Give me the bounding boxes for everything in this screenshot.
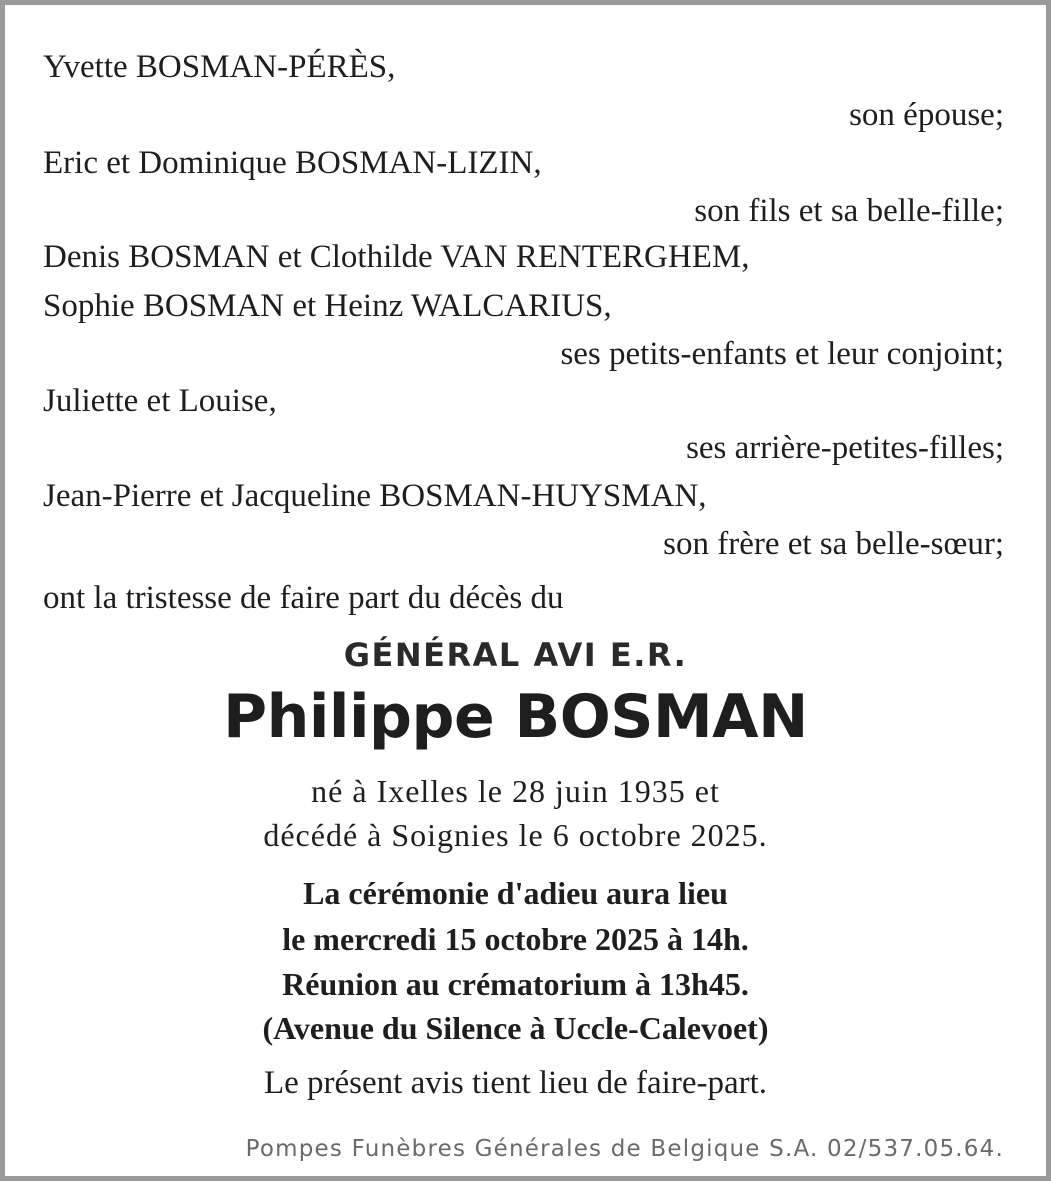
deceased-rank: GÉNÉRAL AVI E.R. xyxy=(343,636,688,674)
family-line-spouse-relation: son épouse; xyxy=(849,97,1004,133)
ceremony-line-4: (Avenue du Silence à Uccle-Calevoet) xyxy=(262,1010,769,1046)
family-line-grandchild-2: Sophie BOSMAN et Heinz WALCARIUS, xyxy=(43,288,612,324)
family-line-great-grandchildren-relation: ses arrière-petites-filles; xyxy=(686,430,1004,466)
ceremony-line-3: Réunion au crématorium à 13h45. xyxy=(282,966,749,1002)
closing-text: Le présent avis tient lieu de faire-part. xyxy=(263,1065,768,1101)
family-line-great-grandchildren: Juliette et Louise, xyxy=(43,383,277,419)
family-line-grandchildren-relation: ses petits-enfants et leur conjoint; xyxy=(560,336,1004,372)
family-line-grandchild-1: Denis BOSMAN et Clothilde VAN RENTERGHEM, xyxy=(43,239,750,275)
ceremony-line-1: La cérémonie d'adieu aura lieu xyxy=(303,875,728,911)
death-line: décédé à Soignies le 6 octobre 2025. xyxy=(263,817,768,853)
ceremony-line-2: le mercredi 15 octobre 2025 à 14h. xyxy=(282,921,749,957)
funeral-home-footer: Pompes Funèbres Générales de Belgique S.A. 02/537.05.64. xyxy=(245,1136,1004,1162)
family-line-brother-name: Jean-Pierre et Jacqueline BOSMAN-HUYSMAN, xyxy=(43,478,707,514)
family-line-spouse-name: Yvette BOSMAN-PÉRÈS, xyxy=(43,49,396,85)
deceased-name: Philippe BOSMAN xyxy=(223,682,808,752)
announcement-text: ont la tristesse de faire part du décès du xyxy=(43,580,564,616)
family-line-son-relation: son fils et sa belle-fille; xyxy=(694,193,1004,229)
family-line-brother-relation: son frère et sa belle-sœur; xyxy=(663,526,1004,562)
birth-line: né à Ixelles le 28 juin 1935 et xyxy=(311,773,720,809)
family-line-son-name: Eric et Dominique BOSMAN-LIZIN, xyxy=(43,145,542,181)
